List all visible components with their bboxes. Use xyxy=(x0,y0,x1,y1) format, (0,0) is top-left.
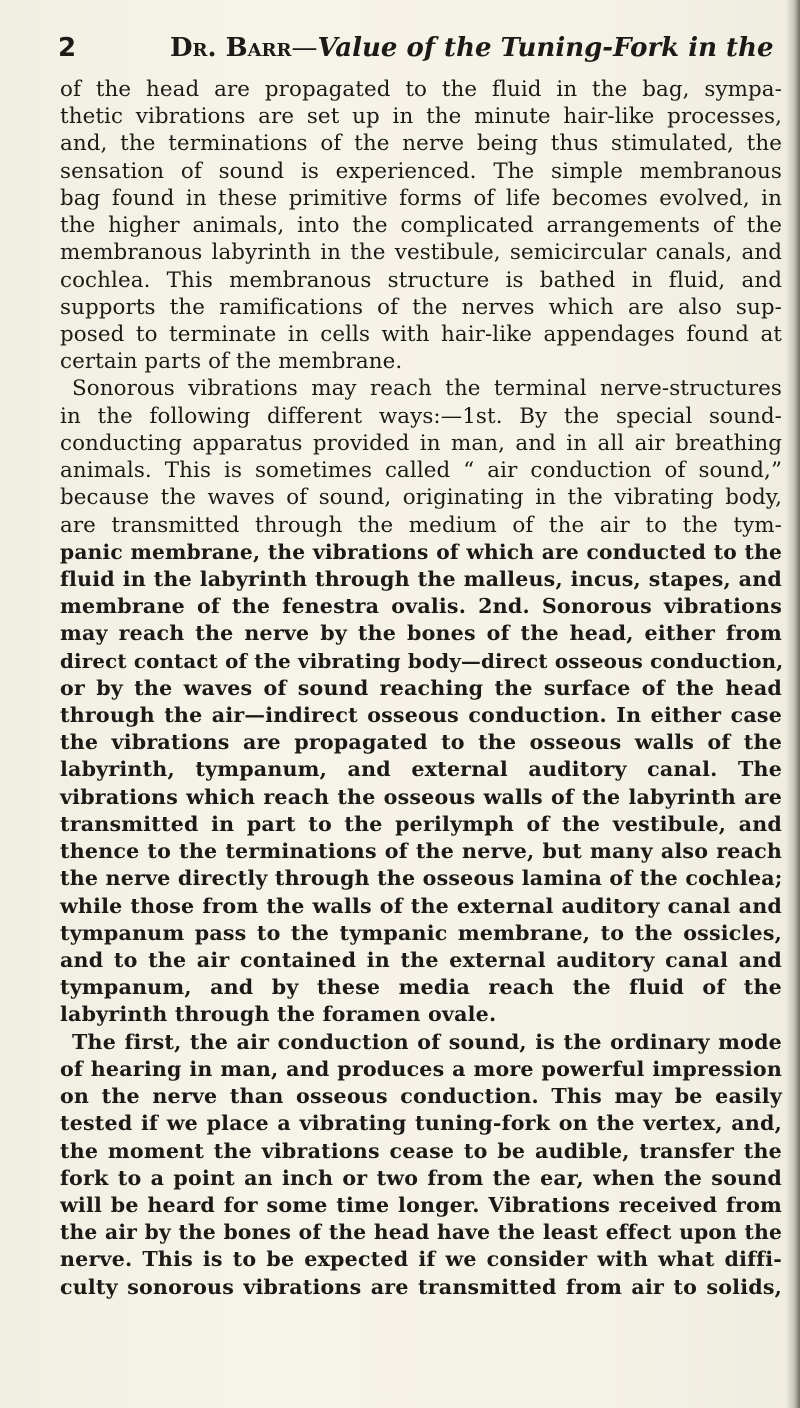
body-text xyxy=(60,76,782,1301)
text-line: tested if we place a vibrating tuning-fork on the vertex, and, xyxy=(60,1111,782,1136)
running-title xyxy=(170,28,774,68)
text-line: will be heard for some time longer. Vibrations received from xyxy=(60,1192,782,1217)
text-line: cochlea. This membranous structure is bathed in fluid, and xyxy=(60,267,782,293)
text-line: culty sonorous vibrations are transmitted from air to solids, xyxy=(60,1274,782,1299)
text-line: of hearing in man, and produces a more powerful impression xyxy=(60,1056,782,1081)
text-line: thetic vibrations are set up in the minute hair-like processes, xyxy=(60,104,782,130)
text-line: bag found in these primitive forms of life becomes evolved, in xyxy=(60,185,782,211)
text-line: the moment the vibrations cease to be audible, transfer the xyxy=(60,1138,782,1163)
text-line: vibrations which reach the osseous walls of the labyrinth are xyxy=(60,784,782,809)
text-line: panic membrane, the vibrations of which are conducted to the xyxy=(60,539,782,564)
text-line: supports the ramifications of the nerves which are also sup- xyxy=(60,294,782,320)
text-line: are transmitted through the medium of the air to the tym- xyxy=(60,512,782,538)
text-line: the air by the bones of the head have the least effect upon the xyxy=(60,1220,782,1245)
text-line: Sonorous vibrations may reach the terminal nerve-structures xyxy=(72,376,782,402)
text-line: membranous labyrinth in the vestibule, semicircular canals, and xyxy=(60,240,782,266)
header-author: Dr. Barr xyxy=(170,33,292,63)
text-line: certain parts of the membrane. xyxy=(60,349,403,375)
text-line: fluid in the labyrinth through the malleus, incus, stapes, and xyxy=(60,566,782,591)
text-line: while those from the walls of the external auditory canal and xyxy=(60,893,782,918)
text-line: on the nerve than osseous conduction. This may be easily xyxy=(60,1084,782,1109)
text-line: the higher animals, into the complicated arrangements of the xyxy=(60,213,782,239)
text-line: nerve. This is to be expected if we consider with what diffi- xyxy=(60,1247,782,1272)
text-line: labyrinth through the foramen ovale. xyxy=(60,1002,497,1027)
text-line: conducting apparatus provided in man, and in all air breathing xyxy=(60,430,782,456)
text-line: tympanum pass to the tympanic membrane, to the ossicles, xyxy=(60,920,782,945)
text-line: posed to terminate in cells with hair-like appendages found at xyxy=(60,321,782,347)
text-line: in the following different ways:—1st. By the special sound- xyxy=(60,403,782,429)
text-line: The first, the air conduction of sound, is the ordinary mode xyxy=(72,1029,782,1054)
page-number: 2 xyxy=(58,33,77,63)
text-line: or by the waves of sound reaching the surface of the head xyxy=(60,675,782,700)
text-line: labyrinth, tympanum, and external auditory canal. The xyxy=(60,757,782,782)
text-line: may reach the nerve by the bones of the head, either from xyxy=(60,621,782,646)
header-work-title: Value of the Tuning-Fork in the xyxy=(317,33,774,63)
header-separator: — xyxy=(291,33,318,63)
text-line: of the head are propagated to the fluid in the bag, sympa- xyxy=(60,77,782,102)
text-line: and to the air contained in the external auditory canal and xyxy=(60,948,782,972)
text-line: animals. This is sometimes called “ air conduction of sound,” xyxy=(60,458,782,484)
text-line: the vibrations are propagated to the osseous walls of the xyxy=(60,730,782,755)
text-line: tympanum, and by these media reach the fluid of the xyxy=(60,975,782,1000)
text-line: the nerve directly through the osseous lamina of the cochlea; xyxy=(60,866,783,891)
text-line: because the waves of sound, originating in the vibrating body, xyxy=(60,485,782,511)
page-edge-shadow xyxy=(786,0,800,1408)
text-line: membrane of the fenestra ovalis. 2nd. Sonorous vibrations xyxy=(60,594,782,619)
text-line: and, the terminations of the nerve being thus stimulated, the xyxy=(60,131,782,157)
running-head xyxy=(58,28,774,68)
text-line: direct contact of the vibrating body—direct osseous conduction, xyxy=(60,648,784,673)
text-line: fork to a point an inch or two from the ear, when the sound xyxy=(60,1165,782,1190)
text-line: transmitted in part to the perilymph of the vestibule, and xyxy=(60,811,782,836)
text-line: sensation of sound is experienced. The simple membranous xyxy=(60,158,782,184)
text-line: through the air—indirect osseous conduction. In either case xyxy=(60,703,782,728)
text-line: thence to the terminations of the nerve, but many also reach xyxy=(60,839,782,864)
